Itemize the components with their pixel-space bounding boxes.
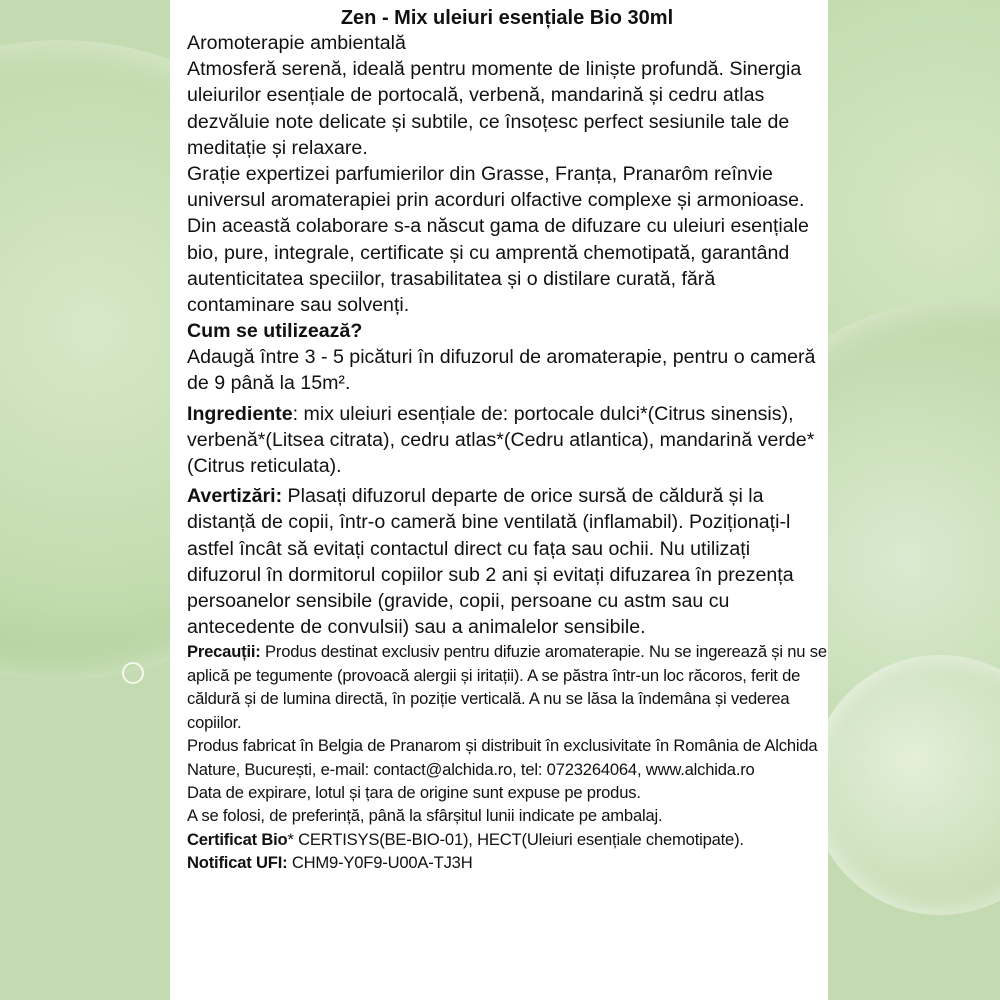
product-title: Zen - Mix uleiuri esențiale Bio 30ml	[340, 7, 674, 29]
ingredients-text: : mix uleiuri esențiale de: portocale dulci*(Citrus sinensis), verbenă*(Litsea citrata), cedru atlas*(Cedru atlantica), mandarină verde*(Citrus reticulata).	[187, 402, 815, 478]
warnings-label: Avertizări:	[187, 485, 283, 508]
certificate-label: Certificat Bio	[187, 829, 288, 849]
intro-paragraph: Atmosferă serenă, ideală pentru momente de liniște profundă. Sinergia uleiurilor esențiale de portocală, verbenă, mandarină și cedru atlas dezvăluie note delicate și subtile, ce însoțesc perfect sesiunile tale de meditație și relaxare.	[187, 58, 802, 159]
intro-paragraph: Din această colaborare s-a născut gama de difuzare cu uleiuri esențiale bio, pure, integrale, certificate și cu amprentă chemotipată, garantând autenticitatea speciilor, trasabilitatea și o distilare curată, fără contaminare sau solvenți.	[187, 215, 809, 317]
usage-heading: Cum se utilizează?	[187, 320, 363, 343]
text-panel	[170, 0, 828, 1000]
precautions-text: Produs destinat exclusiv pentru difuzie aromaterapie. Nu se ingerează și nu se aplică pe tegumente (provoacă alergii și iritații). A se păstra într-un loc răcoros, ferit de căldură și de lumina directă, în poziție verticală. A nu se lăsa la îndemâna și vederea copiilor.	[187, 642, 827, 732]
warnings-section	[187, 483, 827, 640]
ingredients-section	[187, 401, 827, 480]
certificate-text: * CERTISYS(BE-BIO-01), HECT(Uleiuri esențiale chemotipate).	[287, 829, 744, 849]
expiry-line: Data de expirare, lotul și țara de origine sunt expuse pe produs.	[187, 782, 641, 802]
ufi-label: Notificat UFI:	[187, 853, 288, 873]
expiry-line: A se folosi, de preferință, până la sfârșitul lunii indicate pe ambalaj.	[187, 806, 663, 826]
manufacturer-info: Produs fabricat în Belgia de Pranarom și distribuit în exclusivitate în România de Alchida Nature, București, e-mail: contact@alchida.ro, tel: 0723264064, www.alchida.ro	[187, 736, 818, 779]
intro-paragraph: Grație expertizei parfumierilor din Grasse, Franța, Pranarôm reînvie universul aromaterapiei prin acorduri olfactive complexe și armonioase.	[187, 163, 805, 212]
certificate-section	[187, 828, 827, 851]
warnings-text: Plasați difuzorul departe de orice sursă de căldură și la distanță de copii, într-o cameră bine ventilată (inflamabil). Poziționați-l astfel încât să evitați contactul direct cu fața sau ochii. Nu utilizați difuzorul în dormitorul copiilor sub 2 ani și evitați difuzarea în prezența persoanelor sensibile (gravide, copii, persoane cu astm sau cu antecedente de convulsii) sau a animalelor sensibile.	[187, 485, 794, 639]
ufi-section	[187, 851, 827, 874]
product-description	[187, 6, 827, 875]
precautions-section	[187, 640, 827, 734]
usage-text: Adaugă între 3 - 5 picături în difuzorul de aromaterapie, pentru o cameră de 9 până la 15m².	[187, 346, 816, 395]
ingredients-label: Ingrediente	[187, 402, 293, 425]
product-subtitle: Aromoterapie ambientală	[187, 32, 406, 54]
precautions-label: Precauții:	[187, 642, 261, 662]
small-bubble	[122, 662, 144, 684]
ufi-text: CHM9-Y0F9-U00A-TJ3H	[287, 853, 473, 873]
